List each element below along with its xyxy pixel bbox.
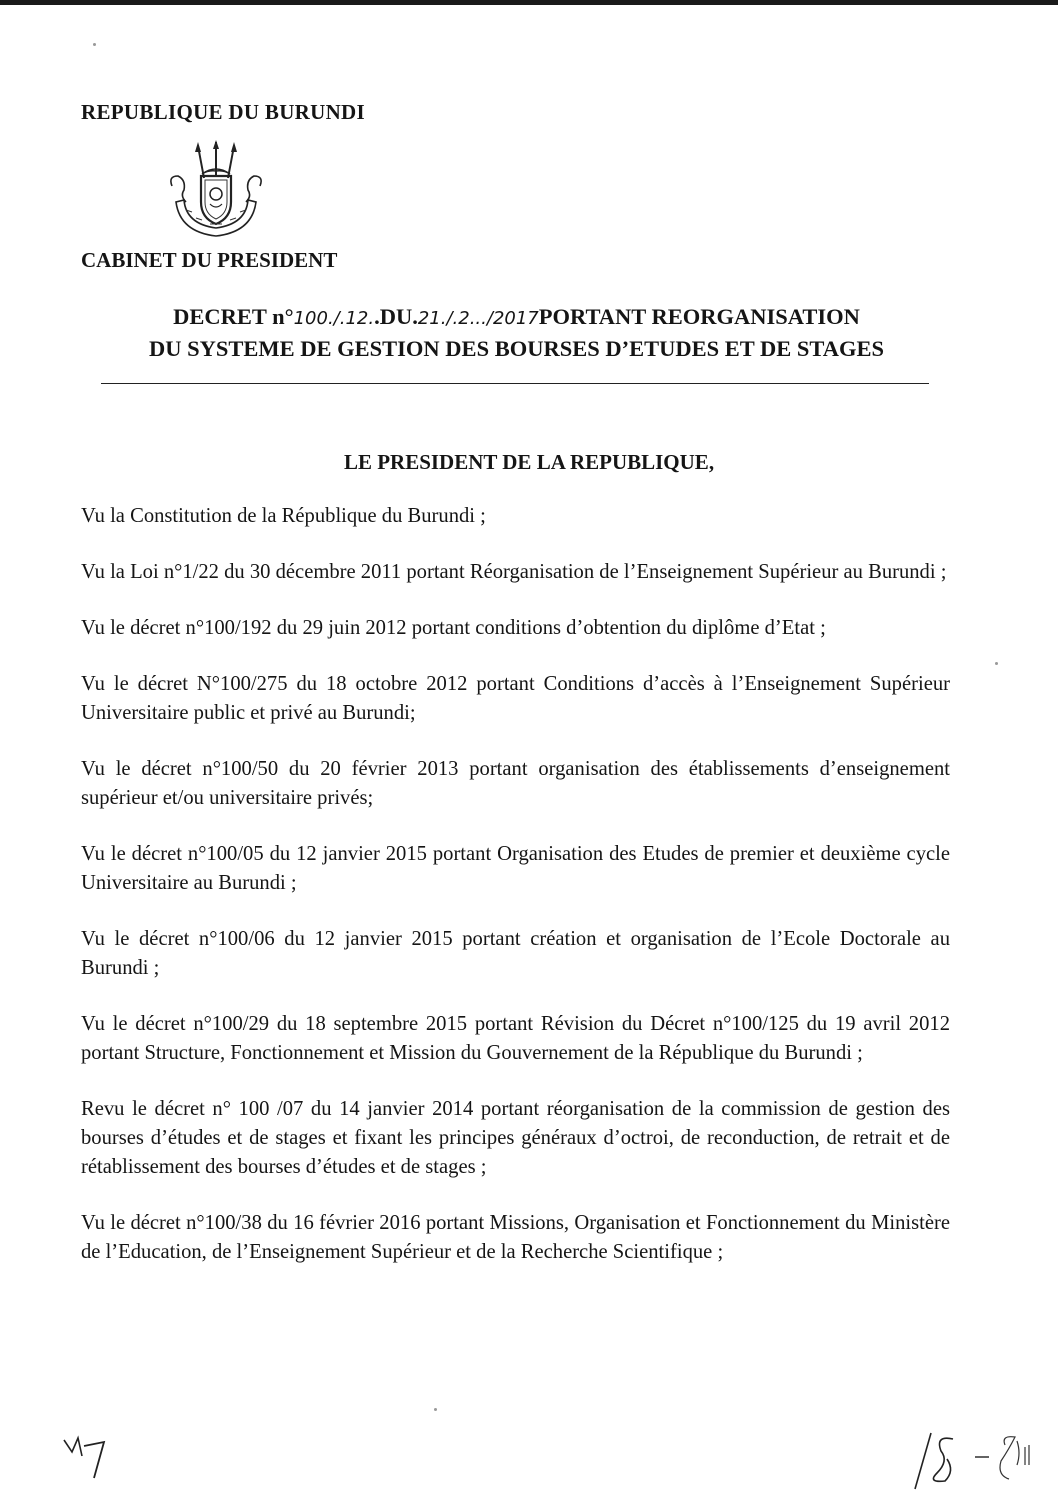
country-title: REPUBLIQUE DU BURUNDI <box>81 100 365 124</box>
president-heading: LE PRESIDENT DE LA REPUBLIQUE, <box>343 450 715 474</box>
paragraph-decret-etudes: Vu le décret n°100/05 du 12 janvier 2015 portant Organisation des Etudes de premier et deuxième cycle Universitaire au Burundi ; <box>81 843 950 894</box>
document-body <box>81 502 950 1294</box>
decree-title-line-2: DU SYSTEME DE GESTION DES BOURSES D’ETUDES ET DE STAGES <box>148 336 885 361</box>
decree-title-line-1 <box>94 302 939 334</box>
handwritten-initials-icon <box>60 1432 120 1482</box>
paragraph-decret-diplome: Vu le décret n°100/192 du 29 juin 2012 portant conditions d’obtention du diplôme d’Etat ; <box>81 617 826 639</box>
paragraph-decret-etablissements: Vu le décret n°100/50 du 20 février 2013 portant organisation des établissements d’enseignement supérieur et/ou universitaire privés; <box>81 758 950 809</box>
title-separator <box>101 383 929 384</box>
paragraph-decret-commission: Revu le décret n° 100 /07 du 14 janvier 2014 portant réorganisation de la commission de gestion des bourses d’études et de stages et fixant les principes généraux d’octroi, de reconduction, de retrait et de rétablissement des bourses d’études et de stages ; <box>81 1098 950 1178</box>
decree-title-rest: PORTANT REORGANISATION <box>538 304 860 329</box>
paragraph-decret-acces: Vu le décret N°100/275 du 18 octobre 2012 portant Conditions d’accès à l’Enseignement Supérieur Universitaire public et privé au Burundi; <box>81 673 950 724</box>
coat-of-arms-icon <box>166 140 266 242</box>
paragraph-loi-enseignement: Vu la Loi n°1/22 du 30 décembre 2011 portant Réorganisation de l’Enseignement Supérieur au Burundi ; <box>81 561 947 583</box>
handwritten-signature-icon <box>905 1425 1045 1495</box>
scan-speck <box>434 1408 437 1411</box>
cabinet-title: CABINET DU PRESIDENT <box>81 248 338 272</box>
scan-top-border <box>0 0 1058 5</box>
scan-speck <box>93 43 96 46</box>
decree-du: .DU. <box>374 304 418 329</box>
paragraph-decret-ecole-doctorale: Vu le décret n°100/06 du 12 janvier 2015 portant création et organisation de l’Ecole Doctorale au Burundi ; <box>81 928 950 979</box>
header-block <box>81 100 421 125</box>
scan-speck <box>995 662 998 665</box>
decree-handwritten-date: 21./.2.../2017 <box>417 308 539 329</box>
decree-prefix: DECRET n° <box>173 304 294 329</box>
paragraph-constitution: Vu la Constitution de la République du Burundi ; <box>81 505 486 527</box>
decree-handwritten-number: 100./.12. <box>293 308 375 329</box>
paragraph-decret-gouvernement: Vu le décret n°100/29 du 18 septembre 2015 portant Révision du Décret n°100/125 du 19 avril 2012 portant Structure, Fonctionnement et Mission du Gouvernement de la République du Burundi ; <box>81 1013 950 1064</box>
decree-title <box>94 302 939 364</box>
paragraph-decret-ministere: Vu le décret n°100/38 du 16 février 2016 portant Missions, Organisation et Fonctionnement du Ministère de l’Education, de l’Enseignement Supérieur et de la Recherche Scientifique ; <box>81 1212 950 1263</box>
